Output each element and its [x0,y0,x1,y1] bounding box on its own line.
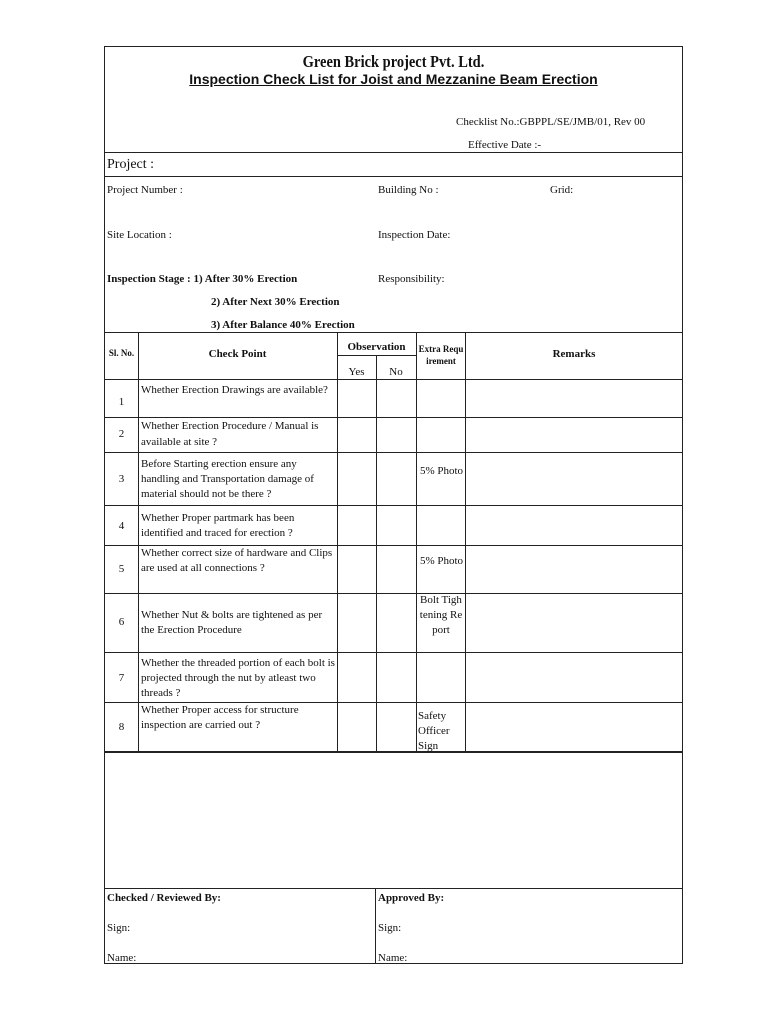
table-header-border [105,379,682,380]
check-point-text: Before Starting erection ensure any handling and Transportation damage of material should not be there ? [141,458,314,500]
inspection-checklist-form [104,46,683,964]
project-number-label: Project Number : [107,184,183,196]
row-number: 5 [118,563,125,575]
approved-by-label: Approved By: [378,892,445,904]
extra-requirement-text: Bolt Tightening Report [419,594,463,636]
footer-column-divider [375,888,376,963]
check-point-header: Check Point [208,348,267,360]
inspection-stage-2: 2) After Next 30% Erection [211,296,340,308]
project-label: Project : [107,157,155,172]
row-number: 7 [118,672,125,684]
name-left-label: Name: [107,952,137,964]
check-point-text: Whether Proper access for structure inspection are carried out ? [141,704,299,731]
column-divider [337,332,338,751]
column-divider [416,332,417,751]
table-bottom-border [105,751,682,753]
building-no-label: Building No : [378,184,439,196]
company-name: Green Brick project Pvt. Ltd. [302,52,485,71]
sign-left-label: Sign: [107,922,131,934]
site-location-label: Site Location : [107,229,172,241]
check-point-text: Whether Erection Procedure / Manual is available at site ? [141,420,319,448]
extra-requirement-header: Extra Requirement [418,344,464,366]
check-point-text: Whether Nut & bolts are tightened as per the Erection Procedure [141,609,323,636]
name-right-label: Name: [378,952,408,964]
column-divider [138,332,139,751]
check-point-text: Whether Erection Drawings are available? [141,384,328,396]
footer-divider [105,888,682,889]
check-point-text: Whether the threaded portion of each bolt is projected through the nut by atleast two threads ? [141,657,335,699]
row-divider [105,593,682,594]
form-title: Inspection Check List for Joist and Mezzanine Beam Erection [189,71,598,87]
checked-by-label: Checked / Reviewed By: [107,892,221,904]
row-number: 2 [118,428,125,440]
extra-requirement-text: Safety Officer Sign [418,710,450,752]
row-divider [105,452,682,453]
inspection-stage-3: 3) After Balance 40% Erection [211,319,355,331]
effective-date-label: Effective Date :- [468,139,542,151]
row-number: 3 [118,473,125,485]
sign-right-label: Sign: [378,922,402,934]
divider [105,152,682,153]
table-top-border [105,332,682,333]
extra-requirement-text: 5% Photo [419,465,464,477]
no-header: No [389,366,403,378]
grid-label: Grid: [550,184,574,196]
extra-requirement-text: 5% Photo [419,555,464,567]
row-number: 6 [118,616,125,628]
inspection-date-label: Inspection Date: [378,229,451,241]
yes-header: Yes [348,366,365,378]
row-number: 8 [118,721,125,733]
column-divider [376,355,377,751]
column-divider [465,332,466,751]
row-number: 4 [118,520,125,532]
row-number: 1 [118,396,125,408]
remarks-header: Remarks [552,348,596,360]
checklist-number: Checklist No.:GBPPL/SE/JMB/01, Rev 00 [456,116,646,128]
divider [105,176,682,177]
inspection-stage-1: Inspection Stage : 1) After 30% Erection [107,273,298,285]
sl-no-header: Sl. No. [108,348,135,358]
check-point-text: Whether Proper partmark has been identified and traced for erection ? [141,512,295,539]
row-divider [105,505,682,506]
check-point-text: Whether correct size of hardware and Clips are used at all connections ? [141,547,333,574]
observation-header: Observation [347,341,406,353]
row-divider [105,652,682,653]
responsibility-label: Responsibility: [378,273,445,285]
